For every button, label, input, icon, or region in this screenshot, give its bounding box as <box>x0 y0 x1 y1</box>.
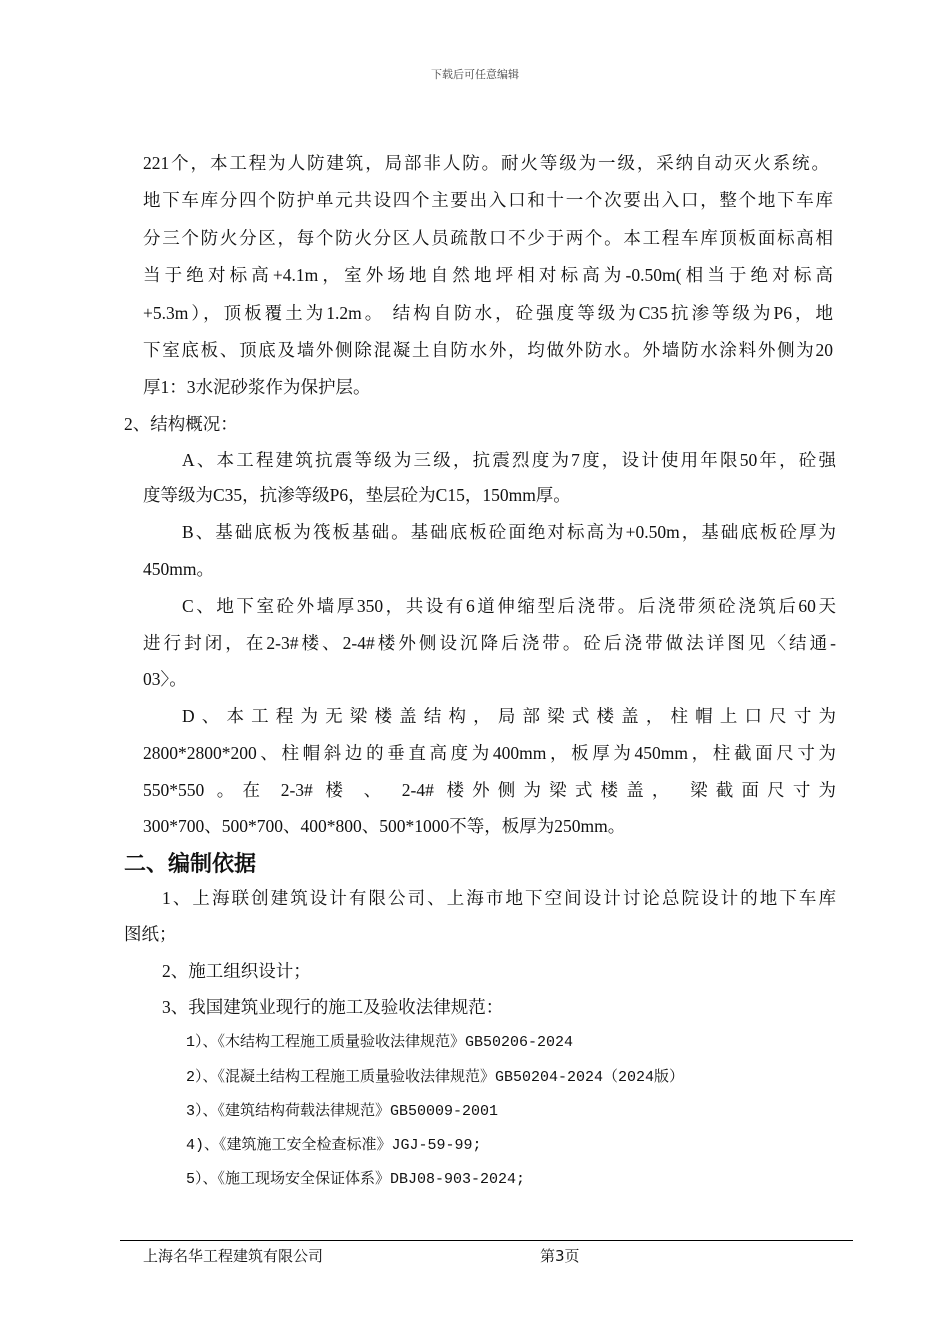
body-line: 度等级为C35，抗渗等级P6，垫层砼为C15，150mm厚。 <box>143 485 571 505</box>
body-line: C、地下室砼外墙厚350，共设有6道伸缩型后浇带。后浇带须砼浇筑后60天 <box>182 596 836 616</box>
footer-divider <box>120 1240 853 1241</box>
body-line: 3、我国建筑业现行的施工及验收法律规范： <box>162 997 504 1017</box>
standard-item: 1）、《木结构工程施工质量验收法律规范》GB50206-2024 <box>186 1034 574 1051</box>
subsection-title: 2、结构概况： <box>124 414 238 434</box>
body-line: 550*550 。在 2-3# 楼 、 2-4# 楼外侧为梁式楼盖， 梁截面尺寸为 <box>143 780 836 800</box>
standard-item: 2）、《混凝土结构工程施工质量验收法律规范》GB50204-2024（2024版） <box>186 1069 685 1086</box>
standard-item: 4)、《建筑施工安全检查标准》JGJ-59-99; <box>186 1137 482 1154</box>
body-line: 2、施工组织设计； <box>162 961 311 981</box>
body-line: 地下车库分四个防护单元共设四个主要出入口和十一个次要出入口，整个地下车库 <box>143 190 833 210</box>
body-line: +5.3m），顶板覆土为1.2m。 结构自防水，砼强度等级为C35抗渗等级为P6，地 <box>143 303 833 323</box>
body-line: D、本工程为无梁楼盖结构，局部梁式楼盖，柱帽上口尺寸为 <box>182 706 836 726</box>
body-line: 分三个防火分区，每个防火分区人员疏散口不少于两个。本工程车库顶板面标高相 <box>143 228 833 248</box>
footer-company: 上海名华工程建筑有限公司 <box>143 1247 324 1265</box>
standard-item: 5）、《施工现场安全保证体系》DBJ08-903-2024; <box>186 1171 526 1188</box>
standard-item: 3）、《建筑结构荷载法律规范》GB50009-2001 <box>186 1103 499 1120</box>
body-line: 1、上海联创建筑设计有限公司、上海市地下空间设计讨论总院设计的地下车库 <box>162 888 836 908</box>
body-line: 221个，本工程为人防建筑，局部非人防。耐火等级为一级，采纳自动灭火系统。 <box>143 153 829 173</box>
body-line: 当于绝对标高+4.1m，室外场地自然地坪相对标高为-0.50m(相当于绝对标高 <box>143 265 833 285</box>
section-heading: 二、编制依据 <box>124 852 257 877</box>
body-line: 450mm。 <box>143 559 214 579</box>
body-line: 2800*2800*200、柱帽斜边的垂直高度为400mm，板厚为450mm，柱截面尺寸为 <box>143 743 836 763</box>
body-line: 03〉。 <box>143 669 187 689</box>
body-line: 厚1：3水泥砂浆作为保护层。 <box>143 377 371 397</box>
footer-page-number: 第3页 <box>540 1247 580 1265</box>
body-line: 进行封闭，在2-3#楼、2-4#楼外侧设沉降后浇带。砼后浇带做法详图见〈结通- <box>143 633 836 653</box>
body-line: 300*700、500*700、400*800、500*1000不等，板厚为250mm。 <box>143 816 626 836</box>
body-line: 下室底板、顶底及墙外侧除混凝土自防水外，均做外防水。外墙防水涂料外侧为20 <box>143 340 833 360</box>
body-line: 图纸； <box>124 924 177 944</box>
page-header: 下载后可任意编辑 <box>431 68 519 81</box>
body-line: A、本工程建筑抗震等级为三级，抗震烈度为7度，设计使用年限50年，砼强 <box>182 450 836 470</box>
body-line: B、基础底板为筏板基础。基础底板砼面绝对标高为+0.50m，基础底板砼厚为 <box>182 522 836 542</box>
